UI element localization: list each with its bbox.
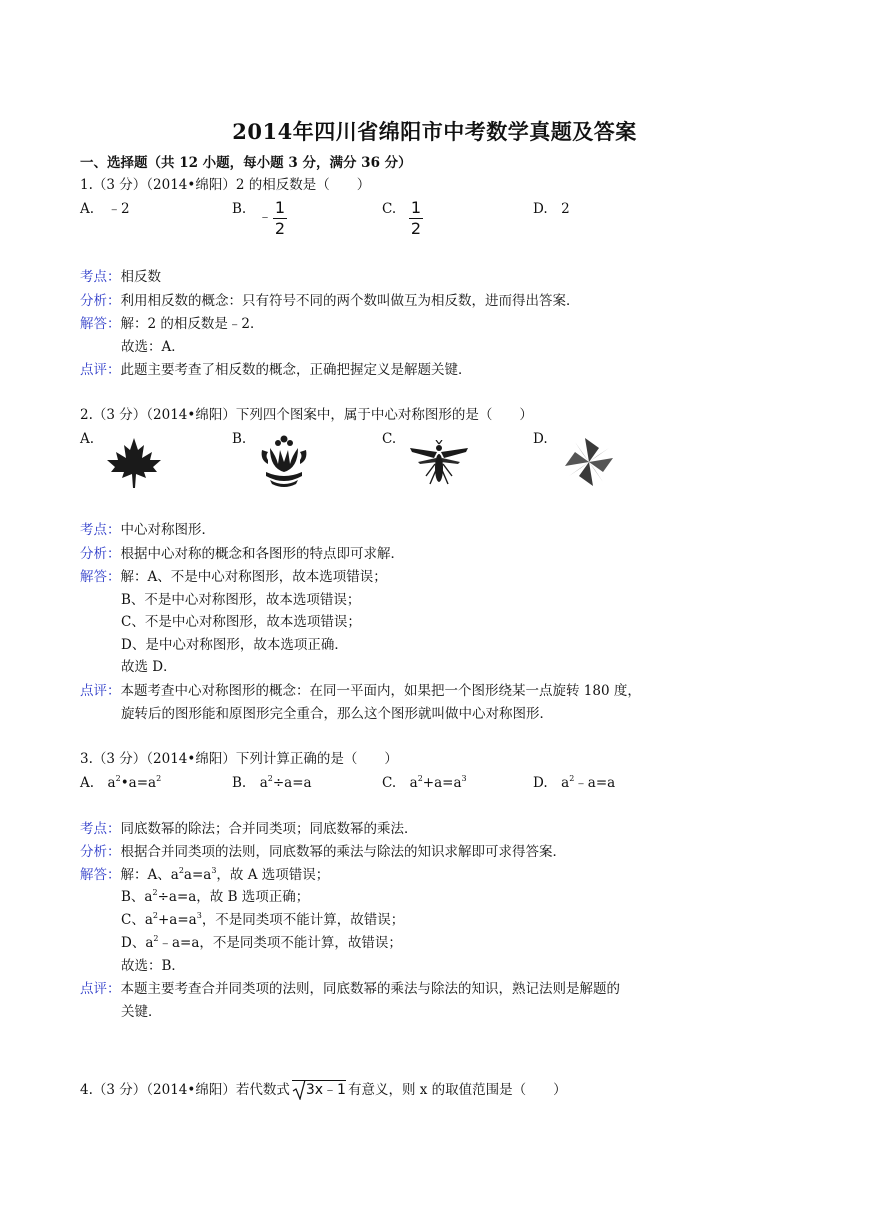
q2-option-c: C. xyxy=(382,431,397,447)
q2-jieda-5: 故选 D． xyxy=(121,659,177,675)
maple-leaf-figure xyxy=(104,436,164,490)
jieda-label: 解答： xyxy=(80,867,121,883)
q1-fenxi xyxy=(80,292,580,310)
q1-option-a: A. ﹣2 xyxy=(80,201,130,217)
kaodian-label: 考点： xyxy=(80,821,121,837)
fraction-denominator: 2 xyxy=(274,219,286,238)
q2-option-b: B. xyxy=(232,431,247,447)
q1-jieda-2: 故选：A． xyxy=(121,339,185,355)
q1-option-b-letter: B. xyxy=(232,201,247,217)
q3-option-a: A. $a^2•a=a^2$ xyxy=(80,774,162,791)
q4-stem xyxy=(80,1080,567,1099)
q2-option-d: D. xyxy=(533,431,548,447)
q3-jieda-4: D、$a^2﹣a=a$，不是同类项不能计算，故错误； xyxy=(121,934,402,951)
jieda-label: 解答： xyxy=(80,569,121,585)
q3-jieda-2: B、$a^2\div a=a$，故 B 选项正确； xyxy=(121,888,310,905)
kaodian-text: 中心对称图形． xyxy=(120,522,215,538)
dianping-text: 本题主要考查合并同类项的法则，同底数幂的乘法与除法的知识，熟记法则是解题的 xyxy=(120,981,620,997)
q3-option-d: D. $a^2﹣a=a$ xyxy=(533,774,616,791)
fenxi-label: 分析： xyxy=(80,293,121,309)
q2-jieda-2: B、不是中心对称图形，故本选项错误； xyxy=(121,592,361,608)
q3-kaodian xyxy=(80,820,418,838)
q1-option-c-letter: C. xyxy=(382,201,397,217)
dianping-label: 点评： xyxy=(80,362,121,378)
jieda-label: 解答： xyxy=(80,316,121,332)
tulip-figure xyxy=(256,434,312,490)
fenxi-text: 根据合并同类项的法则，同底数幂的乘法与除法的知识求解即可求得答案． xyxy=(120,844,566,860)
jieda-text: 解：2 的相反数是﹣2． xyxy=(120,316,264,332)
fenxi-text: 利用相反数的概念：只有符号不同的两个数叫做互为相反数，进而得出答案． xyxy=(120,293,580,309)
fenxi-label: 分析： xyxy=(80,844,121,860)
fenxi-text: 根据中心对称的概念和各图形的特点即可求解． xyxy=(120,546,404,562)
pinwheel-figure xyxy=(560,434,618,490)
q1-option-c-fraction xyxy=(409,199,423,238)
insect-figure xyxy=(408,440,470,490)
q2-jieda xyxy=(80,568,387,586)
dianping-label: 点评： xyxy=(80,683,121,699)
fraction-numerator: 1 xyxy=(274,198,286,217)
q1-dianping xyxy=(80,361,472,379)
q2-kaodian xyxy=(80,521,215,539)
section-heading: 一、选择题（共 12 小题，每小题 3 分，满分 36 分） xyxy=(80,155,412,171)
q3-option-b: B. $a^2\div a=a$ xyxy=(232,774,312,791)
kaodian-label: 考点： xyxy=(80,269,121,285)
jieda-text: 解：A、不是中心对称图形，故本选项错误； xyxy=(120,569,387,585)
sqrt-expression xyxy=(292,1080,346,1099)
fraction-numerator: 1 xyxy=(410,198,422,217)
q1-option-b-fraction xyxy=(273,199,287,238)
q3-fenxi xyxy=(80,843,566,861)
dianping-text: 本题考查中心对称图形的概念：在同一平面内，如果把一个图形绕某一点旋转 180 度， xyxy=(120,683,641,699)
q2-dianping xyxy=(80,682,641,700)
q2-jieda-3: C、不是中心对称图形，故本选项错误； xyxy=(121,614,361,630)
kaodian-text: 同底数幂的除法；合并同类项；同底数幂的乘法． xyxy=(120,821,418,837)
q1-option-b-sign: ﹣ xyxy=(258,209,272,225)
q2-stem: 2.（3 分）（2014•绵阳）下列四个图案中，属于中心对称图形的是（ ） xyxy=(80,407,533,423)
q3-dianping-2: 关键． xyxy=(121,1004,162,1020)
q3-dianping xyxy=(80,980,620,998)
q1-stem: 1.（3 分）（2014•绵阳）2 的相反数是（ ） xyxy=(80,177,371,193)
q1-kaodian xyxy=(80,268,161,286)
q2-jieda-4: D、是中心对称图形，故本选项正确． xyxy=(121,637,348,653)
radicand: 3x﹣1 xyxy=(305,1082,346,1098)
kaodian-label: 考点： xyxy=(80,522,121,538)
q4-stem-suffix: 有意义，则 x 的取值范围是（ ） xyxy=(347,1082,567,1098)
radical-sign-icon xyxy=(292,1080,306,1100)
q4-stem-prefix: 4.（3 分）（2014•绵阳）若代数式 xyxy=(80,1082,290,1098)
kaodian-text: 相反数 xyxy=(120,269,161,285)
q1-option-d: D. 2 xyxy=(533,201,570,217)
dianping-text: 此题主要考查了相反数的概念，正确把握定义是解题关键． xyxy=(120,362,472,378)
fenxi-label: 分析： xyxy=(80,546,121,562)
q3-stem: 3.（3 分）（2014•绵阳）下列计算正确的是（ ） xyxy=(80,751,398,767)
q3-jieda: 解答：解：A、$a^2a=a^3$，故 A 选项错误； xyxy=(80,866,330,883)
q3-option-c: C. $a^2+a=a^3$ xyxy=(382,774,467,791)
dianping-label: 点评： xyxy=(80,981,121,997)
page-title: 2014年四川省绵阳市中考数学真题及答案 xyxy=(232,119,637,144)
q2-option-a: A. xyxy=(80,431,95,447)
q3-jieda-3: C、$a^2+a=a^3$，不是同类项不能计算，故错误； xyxy=(121,911,405,928)
fraction-denominator: 2 xyxy=(410,219,422,238)
q2-dianping-2: 旋转后的图形能和原图形完全重合，那么这个图形就叫做中心对称图形． xyxy=(121,706,553,722)
q1-jieda xyxy=(80,315,263,333)
q2-fenxi xyxy=(80,545,404,563)
q3-jieda-5: 故选：B． xyxy=(121,958,185,974)
